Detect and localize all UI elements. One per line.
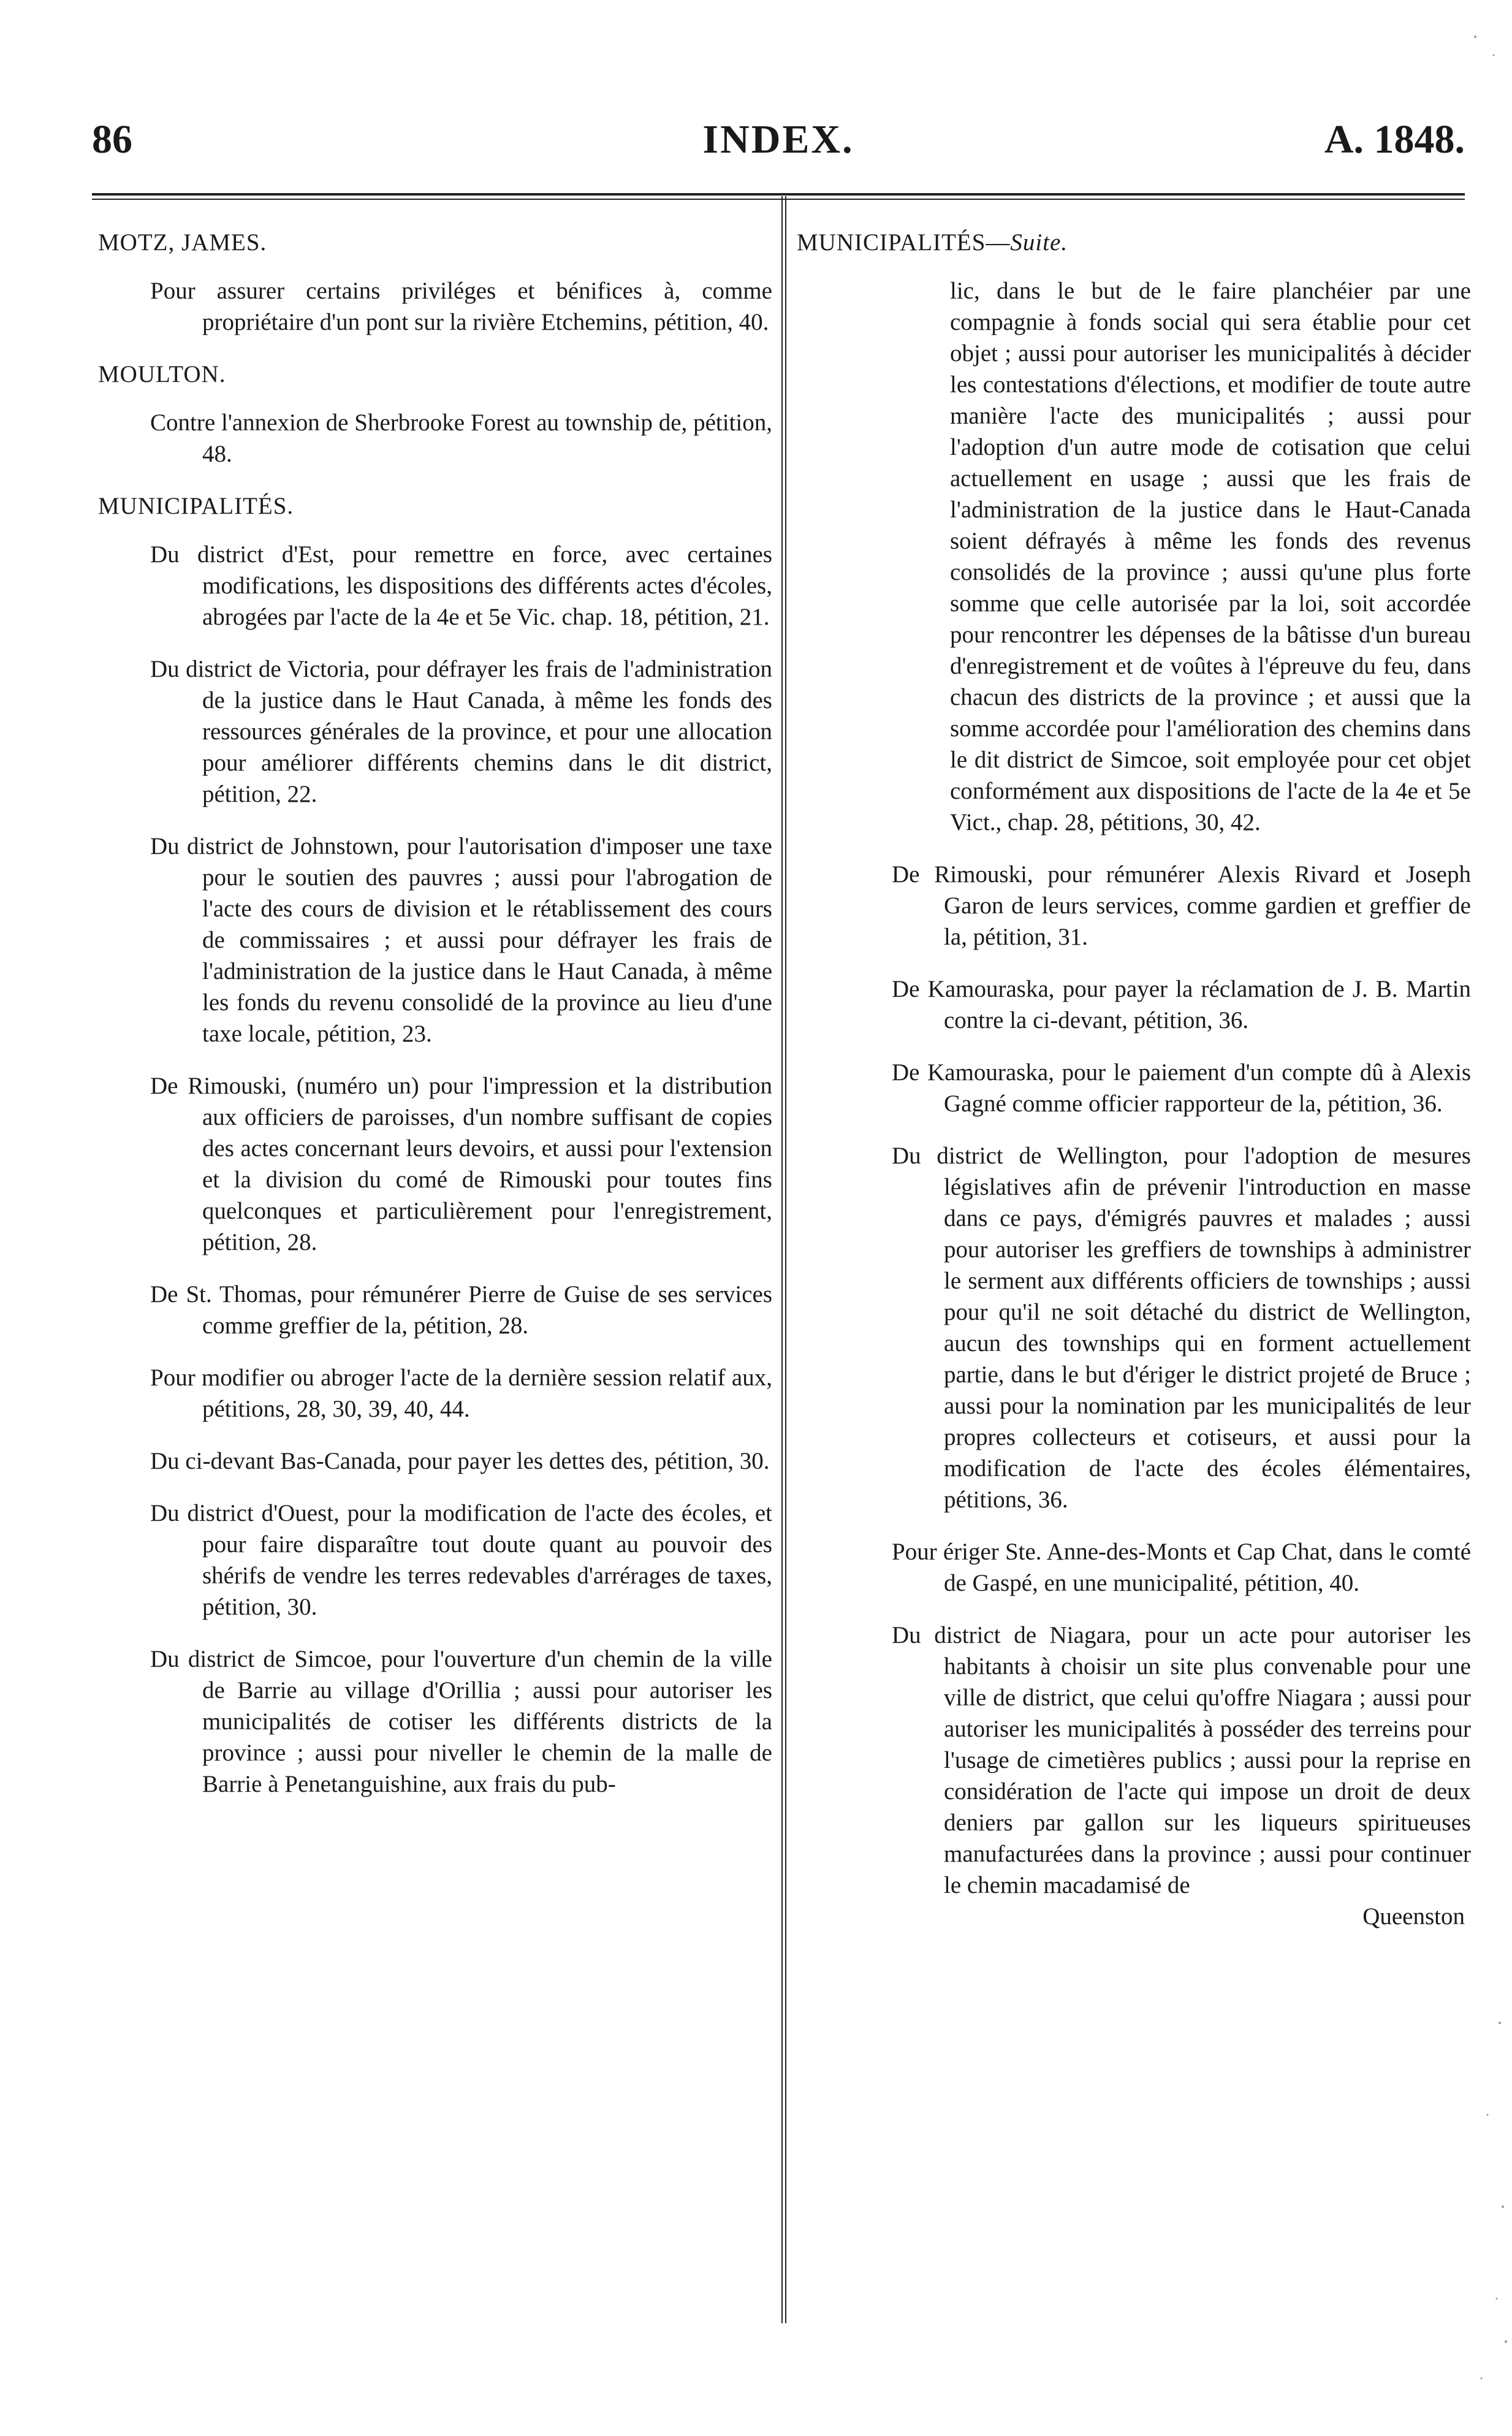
index-heading [797,227,1471,258]
index-entry: Du district de Niagara, pour un acte pour autoriser les habitants à choisir un site plus convenable pour une ville de district, que celui qu'offre Niagara ; aussi pour autoriser les municipalités à posséder des terreins pour l'usage de cimetières publics ; aussi pour la reprise en considération de l'acte qui impose un droit de deux deniers par gallon sur les liqueurs spiritueuses manufacturées dans la province ; aussi pour continuer le chemin macadamisé de [892,1622,1471,1898]
index-entry: Pour modifier ou abroger l'acte de la dernière session relatif aux, pétitions, 28, 30, 39, 40, 44. [150,1365,772,1422]
index-entry: De St. Thomas, pour rémunérer Pierre de Guise de ses services comme greffier de la, pétition, 28. [150,1281,772,1339]
index-entry: Du district d'Est, pour remettre en force, avec certaines modifications, les dispositions des différents actes d'écoles, abrogées par l'acte de la 4e et 5e Vic. chap. 18, pétition, 21. [150,541,772,630]
index-entry: Du district de Simcoe, pour l'ouverture d'un chemin de la ville de Barrie au village d'Orillia ; aussi pour autoriser les municipalités de cotiser les différents districts de la province ; aussi pour niveller le chemin de la malle de Barrie à Penetanguishine, aux frais du pub- [150,1646,772,1797]
index-entry-continuation: lic, dans le but de le faire planchéier par une compagnie à fonds social qui sera établie pour cet objet ; aussi pour autoriser les municipalités à décider les contestations d'élections, et modifier de toute autre manière l'acte des municipalités ; aussi pour l'adoption d'un autre mode de cotisation que celui actuellement en usage ; aussi que les frais de l'administration de la justice dans le Haut-Canada soient défrayés à même les fonds des revenus consolidés de la province ; aussi qu'une plus forte somme que celle autorisée par la loi, soit accordée pour rencontrer les dépenses de la bâtisse d'un bureau d'enregistrement et de voûtes à l'épreuve du feu, dans chacun des districts de la province ; et aussi que la somme accordée pour l'amélioration des chemins dans le dit district de Simcoe, soit employée pour cet objet conformément aux dispositions de l'acte de la 4e et 5e Vict., chap. 28, pétitions, 30, 42. [950,278,1471,835]
heading-text: MUNICIPALITÉS— [797,229,1011,256]
right-column [797,227,1471,1932]
paper-texture [1438,0,1512,2436]
column-divider [781,196,786,2323]
index-entry: De Kamouraska, pour le paiement d'un compte dû à Alexis Gagné comme officier rapporteur de la, pétition, 36. [892,1059,1471,1117]
index-entry: De Rimouski, pour rémunérer Alexis Rivard et Joseph Garon de leurs services, comme gardien et greffier de la, pétition, 31. [892,861,1471,950]
index-entry: De Kamouraska, pour payer la réclamation de J. B. Martin contre la ci-devant, pétition, 36. [892,976,1471,1033]
index-entry: Du district de Johnstown, pour l'autorisation d'imposer une taxe pour le soutien des pauvres ; aussi pour l'abrogation de l'acte des cours de division et le rétablissement des cours de commissaires ; et aussi pour défrayer les frais de l'administration de la justice dans le Haut Canada, à même les fonds du revenu consolidé de la province au lieu d'une taxe locale, pétition, 23. [150,833,772,1047]
left-column [98,227,772,1821]
header-rule [92,193,1465,196]
page-year: A. 1848. [1324,117,1465,162]
header-rule-thin [92,199,1465,200]
index-entry: Pour ériger Ste. Anne-des-Monts et Cap Chat, dans le comté de Gaspé, en une municipalité, pétition, 40. [892,1539,1471,1596]
page-title: INDEX. [702,117,854,162]
index-heading: MOTZ, JAMES. [98,229,267,256]
index-heading: MOULTON. [98,361,226,387]
index-entry: Pour assurer certains priviléges et bénifices à, comme propriétaire d'un pont sur la rivière Etchemins, pétition, 40. [150,278,772,335]
catchword: Queenston [1362,1903,1465,1930]
page-number: 86 [92,117,132,162]
index-entry: Contre l'annexion de Sherbrooke Forest au township de, pétition, 48. [150,409,772,467]
index-entry: Du ci-devant Bas-Canada, pour payer les dettes des, pétition, 30. [150,1448,770,1474]
page-header [92,116,1465,172]
index-entry: Du district de Wellington, pour l'adoption de mesures législatives afin de prévenir l'introduction en masse dans ce pays, d'émigrés pauvres et malades ; aussi pour autoriser les greffiers de townships à administrer le serment aux différents officiers de townships ; aussi pour qu'il ne soit détaché du district de Wellington, aucun des townships qui en forment actuellement partie, dans le but d'ériger le district projeté de Bruce ; aussi pour la nomination par les municipalités de leur propres collecteurs et cotiseurs, et aussi pour la modification de l'acte des écoles élémentaires, pétitions, 36. [892,1143,1471,1513]
heading-suite: Suite. [1010,229,1068,256]
index-heading: MUNICIPALITÉS. [98,493,294,519]
index-entry: Du district d'Ouest, pour la modification de l'acte des écoles, et pour faire disparaître tout doute quant au pouvoir des shérifs de vendre les terres redevables d'arrérages de taxes, pétition, 30. [150,1500,772,1620]
index-entry: Du district de Victoria, pour défrayer les frais de l'administration de la justice dans le Haut Canada, à même les fonds des ressources générales de la province, et pour une allocation pour améliorer différents chemins dans le dit district, pétition, 22. [150,656,772,807]
index-entry: De Rimouski, (numéro un) pour l'impression et la distribution aux officiers de paroisses, d'un nombre suffisant de copies des actes concernant leurs devoirs, et aussi pour l'extension et la division du comé de Rimouski pour toutes fins quelconques et particulièrement pour l'enregistrement, pétition, 28. [150,1073,772,1255]
